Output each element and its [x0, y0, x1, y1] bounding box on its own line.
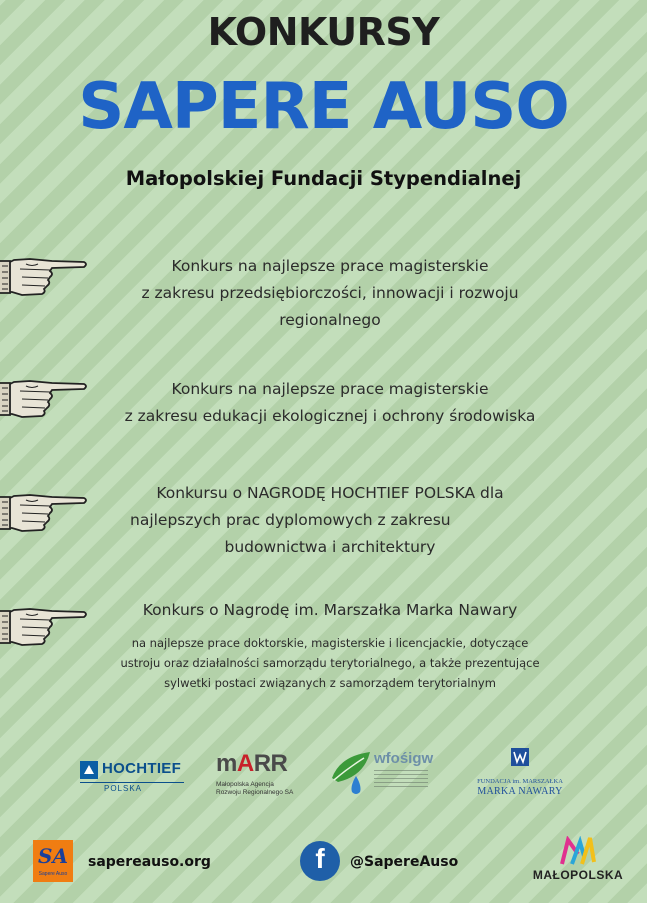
competition-2: [60, 376, 600, 430]
facebook-icon[interactable]: f: [300, 841, 340, 881]
sa-logo-mark: SA: [38, 844, 68, 868]
competition-2-line-2: z zakresu edukacji ekologicznej i ochrony środowiska: [124, 407, 536, 425]
competition-1: [80, 253, 580, 334]
competition-3-line-1: Konkursu o NAGRODĘ HOCHTIEF POLSKA dla: [156, 484, 504, 502]
hochtief-sub: POLSKA: [104, 784, 143, 793]
competition-4-title: Konkurs o Nagrodę im. Marszałka Marka Nawary: [142, 601, 518, 619]
competition-1-line-2: z zakresu przedsiębiorczości, innowacji i rozwoju: [141, 284, 519, 302]
facebook-handle[interactable]: @SapereAuso: [350, 854, 459, 870]
competition-4: [90, 597, 570, 624]
marr-sub-2: Rozwoju Regionalnego SA: [216, 789, 294, 796]
nawara-logo: [468, 748, 578, 800]
nawara-line-2: MARKA NAWARY: [477, 786, 563, 797]
malopolska-logo: [528, 836, 628, 886]
main-title: SAPERE AUSO: [78, 70, 569, 144]
hochtief-logo: [80, 755, 188, 795]
kicker-title: KONKURSY: [207, 10, 440, 54]
pointing-hand-icon: [0, 252, 90, 300]
wfosigw-logo: [330, 748, 440, 798]
leaf-drop-icon: [330, 748, 374, 796]
competition-1-line-3: regionalnego: [279, 311, 381, 329]
competition-3-line-2: najlepszych prac dyplomowych z zakresu: [130, 511, 451, 529]
marr-logo: [216, 750, 316, 800]
hochtief-name: HOCHTIEF: [102, 760, 182, 777]
competition-4-detail-2: ustroju oraz działalności samorządu terytorialnego, a także prezentujące: [120, 656, 540, 670]
wfosigw-fine-print: [374, 770, 428, 790]
hochtief-mark-icon: [80, 761, 98, 779]
competition-4-detail-3: sylwetki postaci związanych z samorządem terytorialnym: [164, 676, 496, 690]
competition-3-line-3: budownictwa i architektury: [224, 538, 436, 556]
competition-1-line-1: Konkurs na najlepsze prace magisterskie: [171, 257, 489, 275]
sa-logo-sub: Sapere Auso: [38, 871, 68, 877]
competition-4-detail-1: na najlepsze prace doktorskie, magisterskie i licencjackie, dotyczące: [131, 636, 529, 650]
competition-3: [110, 480, 550, 561]
marr-name: mARR: [216, 750, 288, 777]
subtitle: Małopolskiej Fundacji Stypendialnej: [125, 167, 522, 190]
pointing-hand-icon: [0, 488, 90, 536]
malopolska-name: MAŁOPOLSKA: [532, 868, 624, 882]
marr-sub: [216, 781, 293, 797]
competition-2-line-1: Konkurs na najlepsze prace magisterskie: [171, 380, 489, 398]
wfosigw-name: wfośigw: [374, 750, 434, 767]
marr-sub-1: Małopolska Agencja: [216, 781, 274, 788]
malopolska-mark-icon: [558, 836, 598, 866]
website-link[interactable]: sapereauso.org: [88, 854, 211, 870]
nawara-line-1: FUNDACJA im. MARSZAŁKA: [477, 778, 563, 785]
nawara-mark-icon: [511, 748, 529, 766]
sapere-auso-logo: [33, 840, 73, 882]
competition-4-details: [75, 633, 585, 693]
